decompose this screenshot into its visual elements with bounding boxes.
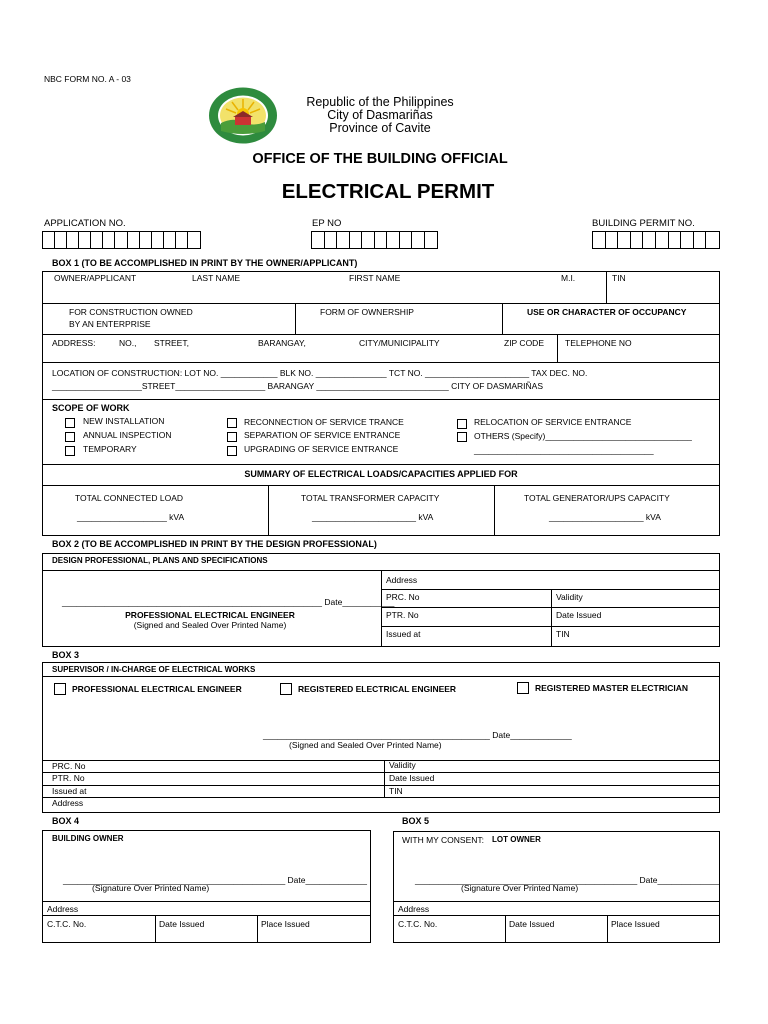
box1-title: BOX 1 (TO BE ACCOMPLISHED IN PRINT BY THE OWNER/APPLICANT) bbox=[52, 258, 358, 268]
design-ptr-label: PTR. No bbox=[386, 610, 419, 620]
lot-owner-address-label: Address bbox=[398, 904, 430, 914]
design-pee-label: PROFESSIONAL ELECTRICAL ENGINEER bbox=[125, 610, 295, 620]
owner-applicant-label: OWNER/APPLICANT bbox=[54, 273, 137, 283]
location-line-1: LOCATION OF CONSTRUCTION: LOT NO. ____________ BLK NO. _______________ TCT NO. ______________________ TAX DEC. NO. bbox=[52, 368, 588, 378]
supervisor-tin-label: TIN bbox=[389, 786, 403, 796]
generator-kva[interactable]: ____________________ kVA bbox=[549, 512, 661, 522]
transformer-kva[interactable]: ______________________ kVA bbox=[312, 512, 434, 522]
lot-owner-sig-label: (Signature Over Printed Name) bbox=[461, 883, 579, 893]
supervisor-signed-sealed: (Signed and Sealed Over Printed Name) bbox=[289, 740, 442, 750]
header-province: Province of Cavite bbox=[329, 121, 431, 135]
address-street-label: STREET, bbox=[154, 338, 189, 348]
design-validity-label: Validity bbox=[556, 592, 583, 602]
location-line-2: ___________________STREET___________________ BARANGAY ____________________________ CITY OF DASMARIÑAS bbox=[52, 381, 544, 391]
others-line-2: ______________________________________ bbox=[474, 445, 654, 455]
supervisor-ptr-label: PTR. No bbox=[52, 773, 85, 783]
upgrading-label: UPGRADING OF SERVICE ENTRANCE bbox=[244, 444, 399, 454]
permit-title: ELECTRICAL PERMIT bbox=[281, 180, 495, 203]
owner-sig-label: (Signature Over Printed Name) bbox=[92, 883, 210, 893]
owner-sign-line[interactable]: _______________________________________________ Date_____________ bbox=[63, 875, 367, 885]
address-city-label: CITY/MUNICIPALITY bbox=[359, 338, 440, 348]
relocation-checkbox[interactable] bbox=[457, 419, 467, 429]
connected-load-kva[interactable]: ___________________ kVA bbox=[77, 512, 185, 522]
ep-no-label: EP NO bbox=[312, 218, 342, 229]
lot-owner-label: LOT OWNER bbox=[492, 835, 541, 844]
owner-name-field[interactable] bbox=[44, 284, 604, 302]
form-number: NBC FORM NO. A - 03 bbox=[44, 74, 131, 84]
city-seal-logo bbox=[208, 87, 278, 144]
building-permit-no-input[interactable] bbox=[592, 231, 720, 249]
lot-owner-date-issued-label: Date Issued bbox=[509, 919, 555, 929]
box4-title: BOX 4 bbox=[52, 816, 80, 826]
first-name-label: FIRST NAME bbox=[349, 273, 401, 283]
others-label: OTHERS (Specify)_______________________________ bbox=[474, 431, 692, 441]
separation-label: SEPARATION OF SERVICE ENTRANCE bbox=[244, 430, 401, 440]
total-transformer-label: TOTAL TRANSFORMER CAPACITY bbox=[301, 493, 440, 503]
supervisor-ree-label: REGISTERED ELECTRICAL ENGINEER bbox=[298, 684, 457, 694]
annual-inspection-checkbox[interactable] bbox=[65, 432, 75, 442]
ep-no-input[interactable] bbox=[311, 231, 438, 249]
design-tin-label: TIN bbox=[556, 629, 570, 639]
box5-title: BOX 5 bbox=[402, 816, 430, 826]
annual-inspection-label: ANNUAL INSPECTION bbox=[83, 430, 172, 440]
box3-title: BOX 3 bbox=[52, 650, 80, 660]
consent-label: WITH MY CONSENT: bbox=[402, 835, 485, 845]
address-no-label: NO., bbox=[119, 338, 137, 348]
supervisor-subtitle: SUPERVISOR / IN-CHARGE OF ELECTRICAL WORKS bbox=[52, 665, 256, 674]
supervisor-validity-label: Validity bbox=[389, 760, 416, 770]
design-sign-line[interactable]: _______________________________________________________ Date___________ bbox=[62, 597, 395, 607]
others-checkbox[interactable] bbox=[457, 432, 467, 442]
lot-owner-place-issued-label: Place Issued bbox=[611, 919, 660, 929]
total-generator-label: TOTAL GENERATOR/UPS CAPACITY bbox=[524, 493, 670, 503]
construction-owned-label-1: FOR CONSTRUCTION OWNED bbox=[69, 307, 193, 317]
tin-label: TIN bbox=[612, 273, 626, 283]
supervisor-sign-line[interactable]: ________________________________________________ Date_____________ bbox=[263, 730, 572, 740]
design-signed-sealed: (Signed and Sealed Over Printed Name) bbox=[133, 620, 287, 630]
supervisor-address-label: Address bbox=[52, 798, 84, 808]
owner-tin-field[interactable] bbox=[608, 284, 718, 302]
header-city: City of Dasmariñas bbox=[327, 108, 433, 122]
design-date-issued-label: Date Issued bbox=[556, 610, 602, 620]
owner-ctc-label: C.T.C. No. bbox=[47, 919, 87, 929]
lot-owner-ctc-label: C.T.C. No. bbox=[398, 919, 438, 929]
office-title: OFFICE OF THE BUILDING OFFICIAL bbox=[252, 151, 508, 167]
box2-title: BOX 2 (TO BE ACCOMPLISHED IN PRINT BY THE DESIGN PROFESSIONAL) bbox=[52, 539, 377, 549]
design-professional-subtitle: DESIGN PROFESSIONAL, PLANS AND SPECIFICATIONS bbox=[52, 556, 268, 565]
scope-of-work-title: SCOPE OF WORK bbox=[52, 403, 130, 413]
new-installation-label: NEW INSTALLATION bbox=[83, 416, 165, 426]
design-issued-at-label: Issued at bbox=[386, 629, 421, 639]
building-owner-subtitle: BUILDING OWNER bbox=[52, 834, 124, 843]
owner-address-label: Address bbox=[47, 904, 79, 914]
address-barangay-label: BARANGAY, bbox=[258, 338, 306, 348]
construction-owned-label-2: BY AN ENTERPRISE bbox=[69, 319, 151, 329]
lot-owner-sign-line[interactable]: _______________________________________________ Date_____________ bbox=[415, 875, 719, 885]
supervisor-prc-label: PRC. No bbox=[52, 761, 86, 771]
last-name-label: LAST NAME bbox=[192, 273, 241, 283]
supervisor-rme-label: REGISTERED MASTER ELECTRICIAN bbox=[535, 683, 689, 693]
summary-title: SUMMARY OF ELECTRICAL LOADS/CAPACITIES APPLIED FOR bbox=[244, 469, 518, 479]
supervisor-issued-at-label: Issued at bbox=[52, 786, 87, 796]
mi-label: M.I. bbox=[561, 273, 576, 283]
supervisor-pee-checkbox[interactable] bbox=[54, 683, 66, 695]
supervisor-pee-label: PROFESSIONAL ELECTRICAL ENGINEER bbox=[72, 684, 242, 694]
zip-code-label: ZIP CODE bbox=[504, 338, 544, 348]
address-label: ADDRESS: bbox=[52, 338, 96, 348]
total-connected-load-label: TOTAL CONNECTED LOAD bbox=[75, 493, 183, 503]
temporary-checkbox[interactable] bbox=[65, 446, 75, 456]
owner-place-issued-label: Place Issued bbox=[261, 919, 310, 929]
separation-checkbox[interactable] bbox=[227, 432, 237, 442]
supervisor-rme-checkbox[interactable] bbox=[517, 682, 529, 694]
application-no-label: APPLICATION NO. bbox=[44, 218, 126, 229]
relocation-label: RELOCATION OF SERVICE ENTRANCE bbox=[474, 417, 632, 427]
header-republic: Republic of the Philippines bbox=[306, 95, 454, 109]
application-no-input[interactable] bbox=[42, 231, 201, 249]
supervisor-date-issued-label: Date Issued bbox=[389, 773, 435, 783]
owner-date-issued-label: Date Issued bbox=[159, 919, 205, 929]
supervisor-ree-checkbox[interactable] bbox=[280, 683, 292, 695]
telephone-label: TELEPHONE NO bbox=[565, 338, 632, 348]
temporary-label: TEMPORARY bbox=[83, 444, 137, 454]
use-of-occupancy-label: USE OR CHARACTER OF OCCUPANCY bbox=[527, 307, 687, 317]
design-prc-label: PRC. No bbox=[386, 592, 420, 602]
design-address-label: Address bbox=[386, 575, 418, 585]
reconnection-label: RECONNECTION OF SERVICE TRANCE bbox=[244, 417, 404, 427]
reconnection-checkbox[interactable] bbox=[227, 418, 237, 428]
building-permit-no-label: BUILDING PERMIT NO. bbox=[592, 218, 695, 229]
new-installation-checkbox[interactable] bbox=[65, 418, 75, 428]
form-of-ownership-label: FORM OF OWNERSHIP bbox=[320, 307, 414, 317]
upgrading-checkbox[interactable] bbox=[227, 446, 237, 456]
